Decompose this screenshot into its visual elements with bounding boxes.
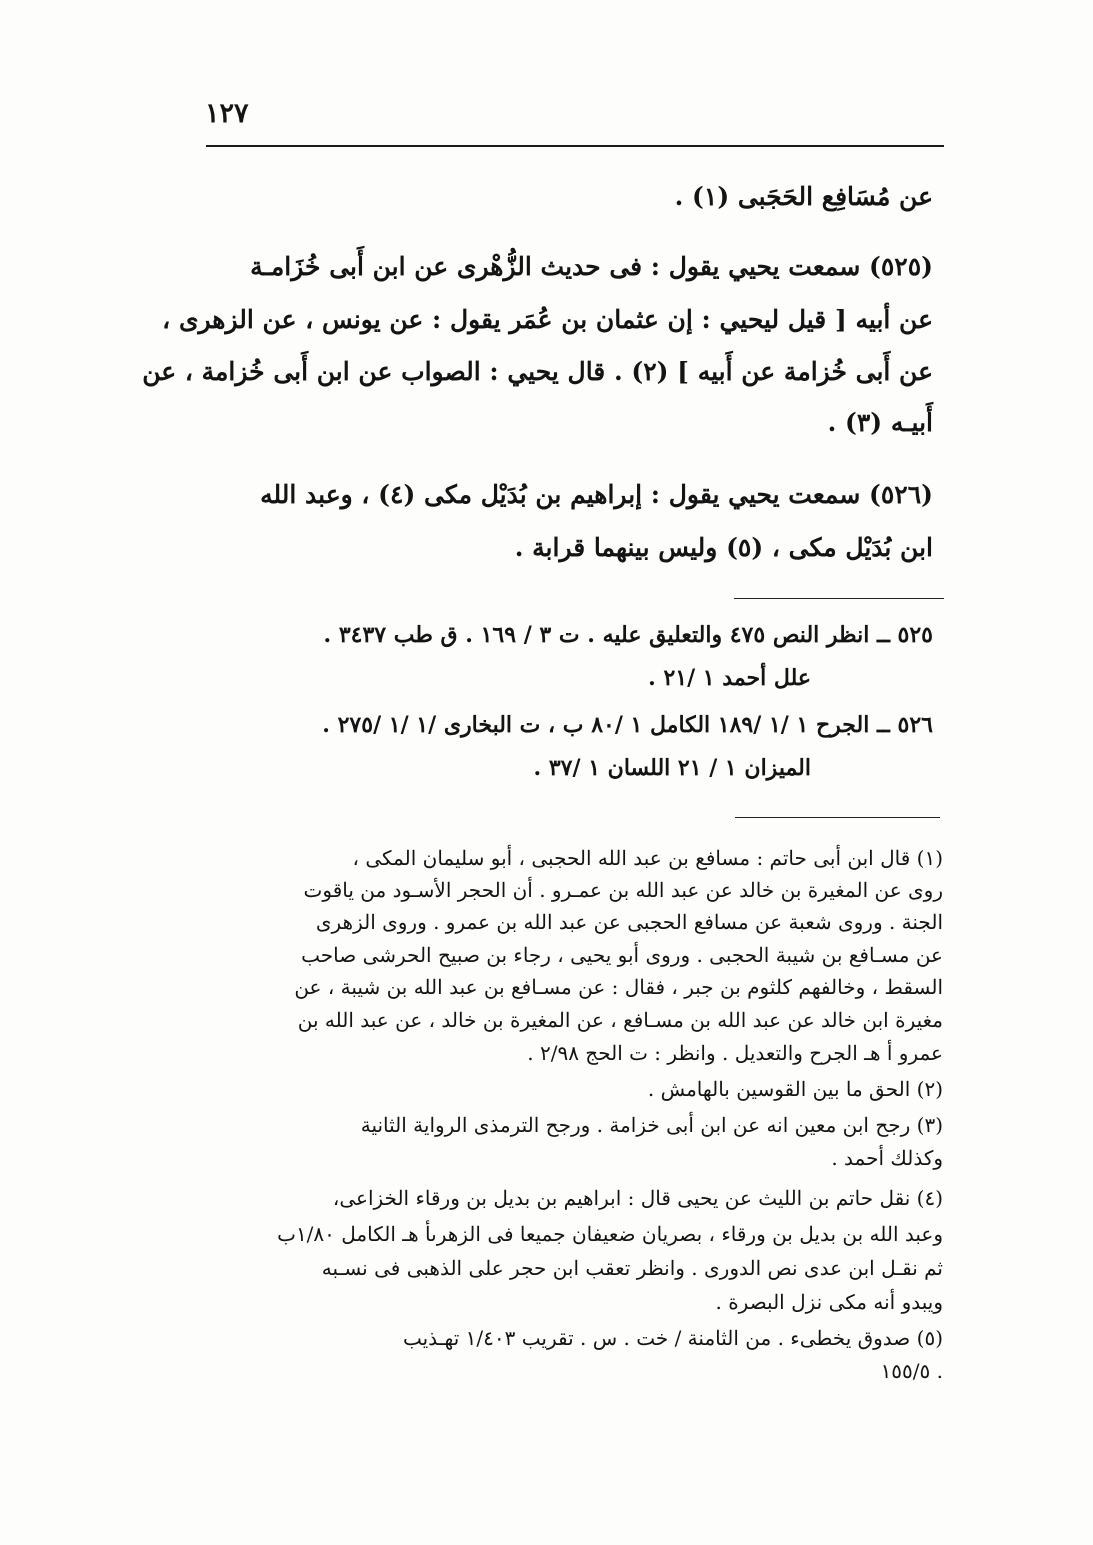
footnote-1-line-5: السقط ، وخالفهم كلثوم بن جبر ، فقال : عن مسـافع بن عبد الله بن شيبة ، عن bbox=[294, 975, 943, 999]
editor-note-526: ٥٢٦ ــ الجرح ١ /١ /١٨٩ الكامل ١ /٨٠ ب ، ت البخارى /١ /١ /٢٧٥ . bbox=[322, 712, 933, 738]
footnote-1-line-4: عن مسـافع بن شيبة الحجبى . وروى أبو يحيى ، رجاء بن صبيح الحرشى صاحب bbox=[301, 943, 943, 967]
footnote-3-line-1: (٣) رجح ابن معين انه عن ابن أبى خزامة . ورجح الترمذى الرواية الثانية bbox=[360, 1113, 943, 1137]
header-rule bbox=[206, 145, 944, 147]
main-line-3: عن أبيه [ قيل ليحيي : إن عثمان بن عُمَر يقول : عن يونس ، عن الزهرى ، bbox=[162, 305, 933, 334]
footnote-4-line-3: ثم نقـل ابن عدى نص الدورى . وانظر تعقب ابن حجر على الذهبى فى نسـبه bbox=[321, 1256, 943, 1280]
notes-separator bbox=[734, 598, 944, 599]
footnote-1-line-3: الجنة . وروى شعبة عن مسافع الحجبى عن عبد الله بن عمرو . وروى الزهرى bbox=[315, 910, 943, 934]
footnote-3-line-2: وكذلك أحمد . bbox=[831, 1146, 943, 1170]
editor-note-526-cont: الميزان ١ / ٢١ اللسان ١ /٣٧ . bbox=[533, 755, 811, 781]
footnote-1-line-7: عمرو أ هـ الجرح والتعديل . وانظر : ت الحج ٢/٩٨ . bbox=[527, 1041, 943, 1065]
footnotes-separator bbox=[735, 817, 940, 818]
main-line-5: أَبيـه (٣) . bbox=[827, 408, 933, 437]
main-line-7: ابن بُدَيْل مكى ، (٥) وليس بينهما قرابة . bbox=[514, 533, 933, 562]
footnote-4-line-2: وعبد الله بن بديل بن ورقاء ، بصريان ضعيفان جميعا فى الزهرىأ هـ الكامل ١/٨٠ب bbox=[277, 1222, 943, 1246]
main-line-1: عن مُسَافِع الحَجَبى (١) . bbox=[674, 182, 933, 211]
footnote-4-line-1: (٤) نقل حاتم بن الليث عن يحيى قال : ابراهيم بن بديل بن ورقاء الخزاعى، bbox=[332, 1186, 943, 1210]
editor-note-525-cont: علل أحمد ١ /٢١ . bbox=[648, 665, 811, 691]
footnote-5-line-1: (٥) صدوق يخطىء . من الثامنة / خت . س . تقريب ١/٤٠٣ تهـذيب bbox=[402, 1326, 943, 1350]
main-line-6: (٥٢٦) سمعت يحيي يقول : إبراهيم بن بُدَيْل مكى (٤) ، وعبد الله bbox=[260, 480, 933, 509]
footnote-2: (٢) الحق ما بين القوسين بالهامش . bbox=[647, 1077, 943, 1101]
main-line-2: (٥٢٥) سمعت يحيي يقول : فى حديث الزُّهْرى عن ابن أَبى خُزَامـة bbox=[250, 252, 933, 281]
footnote-1-line-6: مغيرة ابن خالد عن عبد الله بن مسـافع ، عن المغيرة بن خالد ، عن عبد الله بن bbox=[297, 1008, 943, 1032]
main-line-4: عن أَبى خُزامة عن أَبيه ] (٢) . قال يحيي : الصواب عن ابن أَبى خُزامة ، عن bbox=[142, 357, 933, 386]
editor-note-525: ٥٢٥ ــ انظر النص ٤٧٥ والتعليق عليه . ت ٣ / ١٦٩ . ق طب ٣٤٣٧ . bbox=[323, 622, 933, 648]
page-number: ١٢٧ bbox=[205, 98, 249, 129]
footnote-1-line-2: روى عن المغيرة بن خالد عن عبد الله بن عمـرو . أن الحجر الأسـود من ياقوت bbox=[303, 878, 943, 902]
footnote-5-line-2: ١٥٥/٥ . bbox=[880, 1359, 943, 1383]
footnote-1-line-1: (١) قال ابن أبى حاتم : مسافع بن عبد الله الحجبى ، أبو سليمان المكى ، bbox=[352, 846, 943, 870]
footnote-4-line-4: ويبدو أنه مكى نزل البصرة . bbox=[715, 1290, 943, 1314]
